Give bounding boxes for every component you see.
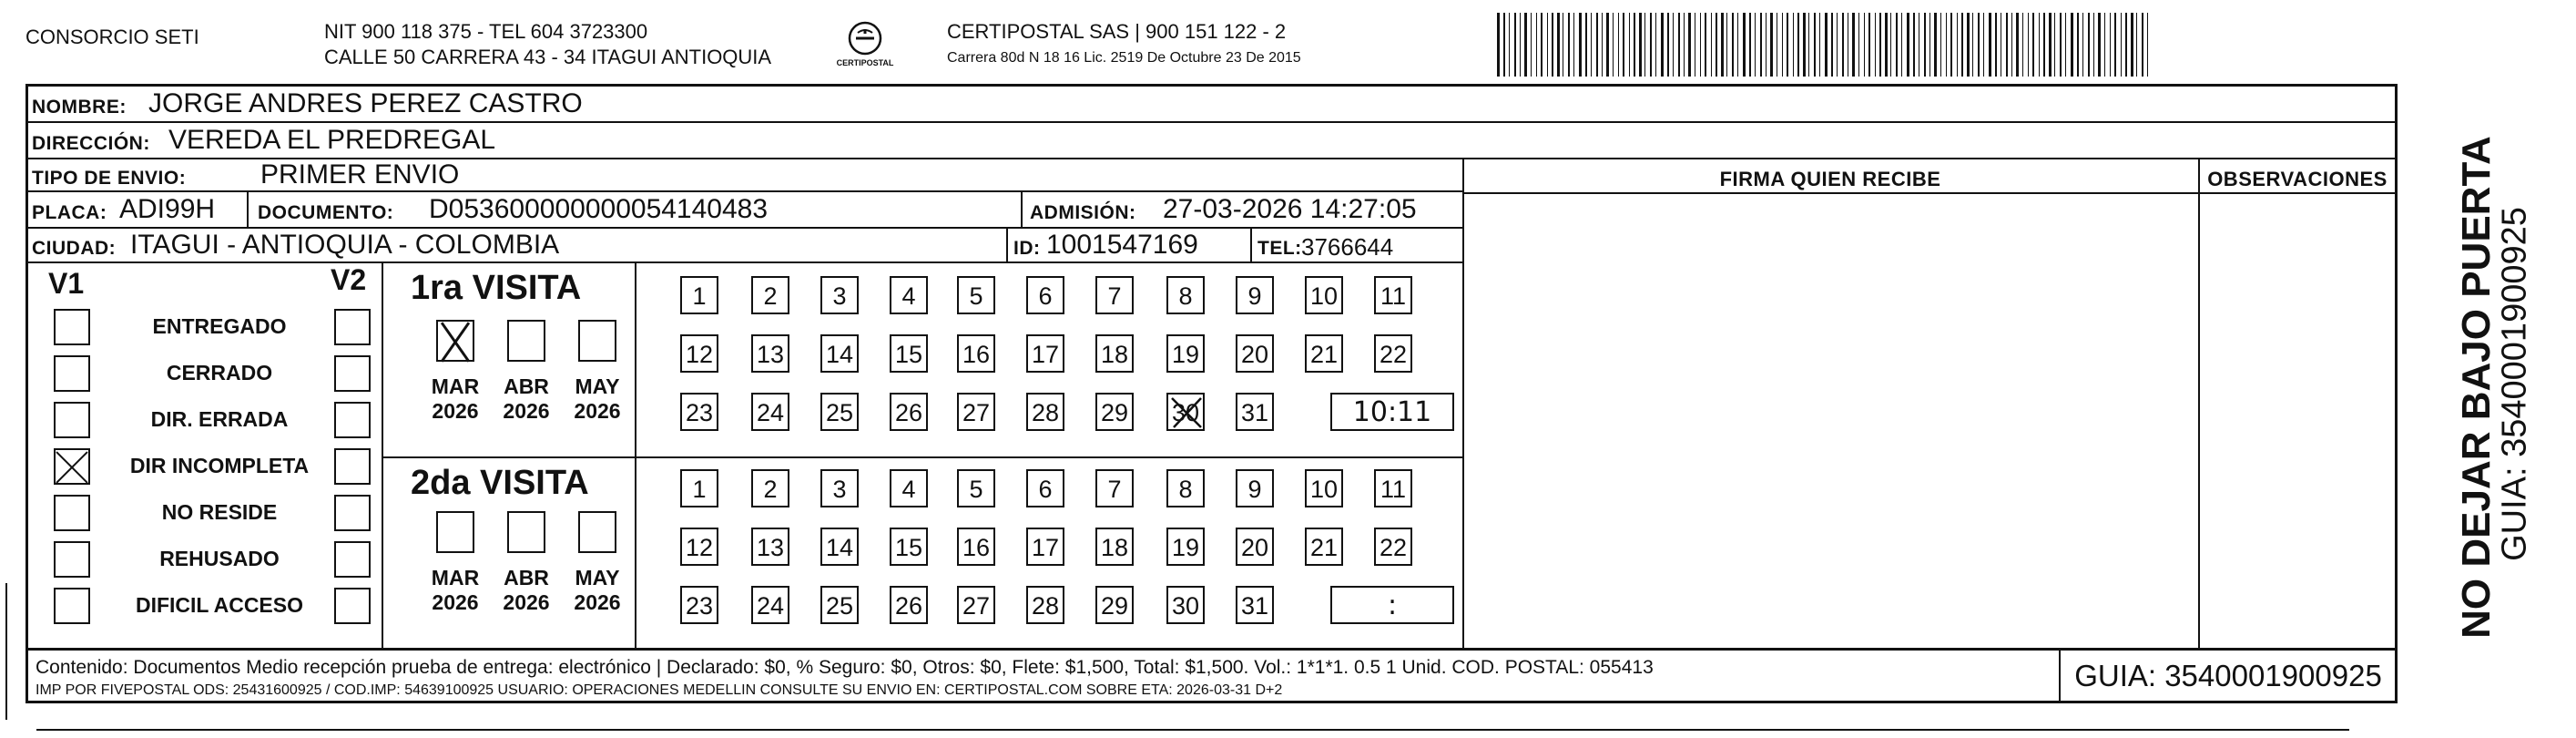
nombre-label: NOMBRE: bbox=[32, 97, 127, 118]
license-line: Carrera 80d N 18 16 Lic. 2519 De Octubre 23 De 2015 bbox=[947, 50, 1301, 66]
month-name: MAY bbox=[575, 374, 620, 398]
v1-checkbox[interactable] bbox=[54, 355, 90, 392]
day-box[interactable]: 29 bbox=[1095, 393, 1134, 431]
second-visit-title: 2da VISITA bbox=[411, 464, 589, 502]
documento-value: D053600000000054140483 bbox=[429, 194, 769, 224]
day-box[interactable]: 31 bbox=[1236, 586, 1274, 624]
month-year: 2026 bbox=[574, 399, 621, 423]
id-value: 1001547169 bbox=[1046, 230, 1198, 260]
time-box[interactable]: : bbox=[1330, 586, 1454, 624]
v1-checkbox[interactable] bbox=[54, 541, 90, 578]
day-box[interactable]: 17 bbox=[1026, 334, 1064, 373]
certipostal-line: CERTIPOSTAL SAS | 900 151 122 - 2 bbox=[947, 20, 1287, 43]
month-name: MAR bbox=[431, 566, 480, 589]
firma-header: FIRMA QUIEN RECIBE bbox=[1719, 168, 1941, 190]
tel-label: TEL: bbox=[1257, 238, 1302, 259]
nombre-value: JORGE ANDRES PEREZ CASTRO bbox=[148, 88, 583, 118]
first-visit-title: 1ra VISITA bbox=[411, 269, 582, 307]
address-line: CALLE 50 CARRERA 43 - 34 ITAGUI ANTIOQUIA bbox=[324, 46, 772, 68]
month-name: ABR bbox=[504, 374, 549, 398]
status-option-label: REHUSADO bbox=[159, 547, 280, 570]
status-option-label: DIFICIL ACCESO bbox=[135, 593, 303, 617]
day-box[interactable]: 11 bbox=[1374, 469, 1412, 507]
day-box[interactable]: 10 bbox=[1305, 276, 1343, 314]
day-box[interactable]: 24 bbox=[751, 586, 789, 624]
imp-line: IMP POR FIVEPOSTAL ODS: 25431600925 / COD.IMP: 54639100925 USUARIO: OPERACIONES MEDELLIN CONSULTE SU ENVIO EN: CERTIPOSTAL.COM SOBRE ETA: 2026-03-31 D+2 bbox=[36, 682, 1283, 698]
month-checkbox[interactable] bbox=[578, 511, 616, 553]
day-box[interactable]: 4 bbox=[890, 276, 928, 314]
month-year: 2026 bbox=[574, 590, 621, 614]
day-box[interactable]: 29 bbox=[1095, 586, 1134, 624]
day-box[interactable]: 25 bbox=[820, 586, 859, 624]
placa-value: ADI99H bbox=[119, 194, 216, 224]
v2-checkbox[interactable] bbox=[334, 402, 371, 438]
nit-line: NIT 900 118 375 - TEL 604 3723300 bbox=[324, 20, 648, 43]
side-guia-text: GUIA: 3540001900925 bbox=[2495, 207, 2534, 561]
day-box[interactable]: 12 bbox=[680, 334, 718, 373]
day-box[interactable]: 15 bbox=[890, 528, 928, 566]
day-box[interactable]: 9 bbox=[1236, 469, 1274, 507]
tipo-label: TIPO DE ENVIO: bbox=[32, 168, 187, 189]
day-box[interactable]: 22 bbox=[1374, 528, 1412, 566]
row-ciudad bbox=[28, 229, 1462, 263]
documento-label: DOCUMENTO: bbox=[258, 202, 394, 223]
tipo-value: PRIMER ENVIO bbox=[260, 159, 460, 190]
v2-checkbox[interactable] bbox=[334, 495, 371, 531]
day-box[interactable]: 17 bbox=[1026, 528, 1064, 566]
month-year: 2026 bbox=[503, 399, 550, 423]
v2-label: V2 bbox=[331, 263, 367, 296]
barcode bbox=[1497, 13, 2154, 77]
day-box[interactable]: 15 bbox=[890, 334, 928, 373]
v1-checkbox[interactable] bbox=[54, 495, 90, 531]
v1-checkbox[interactable] bbox=[54, 309, 90, 345]
admision-label: ADMISIÓN: bbox=[1030, 202, 1136, 223]
day-box[interactable]: 26 bbox=[890, 586, 928, 624]
day-box[interactable]: 6 bbox=[1026, 276, 1064, 314]
day-box[interactable]: 3 bbox=[820, 276, 859, 314]
day-box[interactable]: 8 bbox=[1166, 276, 1205, 314]
v2-checkbox[interactable] bbox=[334, 355, 371, 392]
day-box[interactable]: 31 bbox=[1236, 393, 1274, 431]
status-option-label: ENTREGADO bbox=[152, 314, 287, 338]
day-box[interactable]: 26 bbox=[890, 393, 928, 431]
id-label: ID: bbox=[1013, 238, 1041, 259]
v2-checkbox[interactable] bbox=[334, 588, 371, 624]
time-box[interactable]: 10:11 bbox=[1330, 393, 1454, 431]
day-box[interactable]: 8 bbox=[1166, 469, 1205, 507]
day-box[interactable]: 27 bbox=[957, 586, 995, 624]
day-box[interactable]: 4 bbox=[890, 469, 928, 507]
company-name: CONSORCIO SETI bbox=[25, 26, 199, 48]
day-box[interactable]: 22 bbox=[1374, 334, 1412, 373]
direccion-label: DIRECCIÓN: bbox=[32, 133, 150, 154]
v1-checkbox[interactable] bbox=[54, 588, 90, 624]
day-box[interactable]: 11 bbox=[1374, 276, 1412, 314]
day-box[interactable]: 2 bbox=[751, 469, 789, 507]
ciudad-label: CIUDAD: bbox=[32, 238, 117, 259]
day-box[interactable]: 6 bbox=[1026, 469, 1064, 507]
day-box[interactable]: 5 bbox=[957, 276, 995, 314]
ciudad-value: ITAGUI - ANTIOQUIA - COLOMBIA bbox=[130, 230, 560, 260]
v2-checkbox[interactable] bbox=[334, 541, 371, 578]
month-checkbox[interactable] bbox=[507, 320, 545, 362]
tel-value: 3766644 bbox=[1301, 233, 1394, 261]
v1-checkbox[interactable] bbox=[54, 402, 90, 438]
row-direccion bbox=[28, 123, 2395, 159]
month-year: 2026 bbox=[503, 590, 550, 614]
day-box[interactable]: 14 bbox=[820, 334, 859, 373]
left-edge-mark bbox=[5, 583, 7, 720]
month-year: 2026 bbox=[432, 399, 479, 423]
day-box[interactable]: 28 bbox=[1026, 586, 1064, 624]
cross-mark-icon bbox=[1168, 395, 1205, 431]
placa-label: PLACA: bbox=[32, 202, 107, 223]
month-name: MAR bbox=[431, 374, 480, 398]
day-box-crossed[interactable]: 30 bbox=[1166, 393, 1205, 431]
month-checkbox[interactable] bbox=[578, 320, 616, 362]
month-checkbox[interactable] bbox=[436, 511, 474, 553]
day-box[interactable]: 3 bbox=[820, 469, 859, 507]
v2-checkbox[interactable] bbox=[334, 309, 371, 345]
day-box[interactable]: 19 bbox=[1166, 528, 1205, 566]
day-box[interactable]: 20 bbox=[1236, 334, 1274, 373]
guia-box: GUIA: 3540001900925 bbox=[2074, 659, 2382, 692]
contenido-line: Contenido: Documentos Medio recepción prueba de entrega: electrónico | Declarado: $0, % Seguro: $0, Otros: $0, Flete: $1,500, Total: $1,500. Vol.: 1*1*1. 0.5 1 Unid. COD. POSTAL: 055413 bbox=[36, 657, 1654, 678]
bottom-edge-mark bbox=[36, 729, 2349, 731]
month-checkbox[interactable] bbox=[507, 511, 545, 553]
status-option-label: DIR. ERRADA bbox=[150, 407, 289, 431]
day-box[interactable]: 18 bbox=[1095, 528, 1134, 566]
day-box[interactable]: 25 bbox=[820, 393, 859, 431]
day-box[interactable]: 16 bbox=[957, 528, 995, 566]
month-name: ABR bbox=[504, 566, 549, 589]
day-box[interactable]: 1 bbox=[680, 469, 718, 507]
day-box[interactable]: 14 bbox=[820, 528, 859, 566]
day-box[interactable]: 5 bbox=[957, 469, 995, 507]
v1-label: V1 bbox=[48, 267, 85, 300]
day-box[interactable]: 28 bbox=[1026, 393, 1064, 431]
day-box[interactable]: 19 bbox=[1166, 334, 1205, 373]
status-option-label: CERRADO bbox=[166, 361, 273, 384]
month-year: 2026 bbox=[432, 590, 479, 614]
certipostal-logo bbox=[827, 18, 903, 73]
day-box[interactable]: 23 bbox=[680, 586, 718, 624]
day-box[interactable]: 1 bbox=[680, 276, 718, 314]
day-box[interactable]: 13 bbox=[751, 334, 789, 373]
row-tipo bbox=[28, 159, 1462, 192]
status-option-label: DIR INCOMPLETA bbox=[129, 454, 310, 477]
day-box[interactable]: 12 bbox=[680, 528, 718, 566]
day-box[interactable]: 20 bbox=[1236, 528, 1274, 566]
day-box[interactable]: 13 bbox=[751, 528, 789, 566]
day-box[interactable]: 21 bbox=[1305, 334, 1343, 373]
side-vertical-text bbox=[2404, 109, 2550, 639]
day-box[interactable]: 9 bbox=[1236, 276, 1274, 314]
admision-value: 27-03-2026 14:27:05 bbox=[1163, 194, 1417, 224]
direccion-value: VEREDA EL PREDREGAL bbox=[168, 125, 496, 155]
day-box[interactable]: 16 bbox=[957, 334, 995, 373]
row-placa bbox=[28, 192, 1462, 229]
day-box[interactable]: 18 bbox=[1095, 334, 1134, 373]
status-option-label: NO RESIDE bbox=[161, 500, 278, 524]
v1-checkbox[interactable] bbox=[54, 448, 90, 485]
observaciones-header: OBSERVACIONES bbox=[2207, 168, 2388, 190]
row-nombre bbox=[28, 87, 2395, 123]
day-box[interactable]: 23 bbox=[680, 393, 718, 431]
month-checkbox[interactable] bbox=[436, 320, 474, 362]
day-box[interactable]: 27 bbox=[957, 393, 995, 431]
month-name: MAY bbox=[575, 566, 620, 589]
v2-checkbox[interactable] bbox=[334, 448, 371, 485]
day-box[interactable]: 10 bbox=[1305, 469, 1343, 507]
guide-form bbox=[25, 84, 2398, 703]
day-box[interactable]: 24 bbox=[751, 393, 789, 431]
day-box[interactable]: 7 bbox=[1095, 469, 1134, 507]
no-dejar-text: NO DEJAR BAJO PUERTA bbox=[2454, 136, 2499, 639]
logo-text: CERTIPOSTAL bbox=[836, 58, 894, 67]
day-box[interactable]: 7 bbox=[1095, 276, 1134, 314]
day-box[interactable]: 30 bbox=[1166, 586, 1205, 624]
day-box[interactable]: 2 bbox=[751, 276, 789, 314]
day-box[interactable]: 21 bbox=[1305, 528, 1343, 566]
